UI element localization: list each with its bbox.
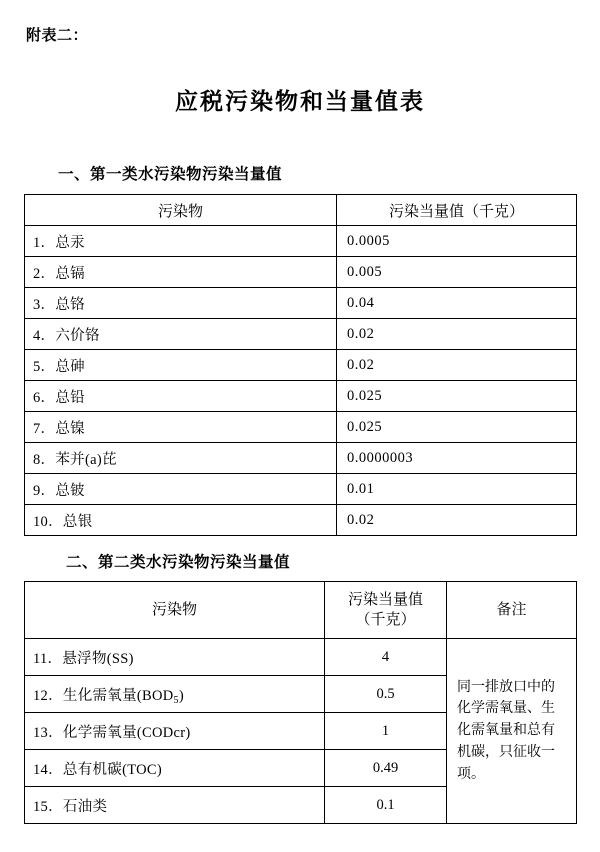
table-row: [25, 505, 577, 536]
pollutant-name: 15．石油类: [25, 787, 325, 824]
pollutant-name: 3．总铬: [25, 288, 337, 319]
page-title: 应税污染物和当量值表: [175, 89, 425, 114]
pollutant-value: 0.02: [337, 505, 577, 536]
attachment-label: 附表二：: [26, 28, 89, 44]
pollutant-name: 8．苯并(a)芘: [25, 443, 337, 474]
table-row: [25, 288, 577, 319]
pollutant-value: 1: [325, 713, 447, 750]
pollutant-name: 14．总有机碳(TOC): [25, 750, 325, 787]
pollutant-value: 0.02: [337, 319, 577, 350]
pollutant-name: 7．总镍: [25, 412, 337, 443]
section-one-heading: 一、第一类水污染物污染当量值: [58, 166, 283, 183]
second-class-water-pollutant-table: [24, 581, 577, 824]
table-row: [25, 443, 577, 474]
table-row: [25, 350, 577, 381]
pollutant-name: 4．六价铬: [25, 319, 337, 350]
column-header-pollutant: 污染物: [25, 195, 337, 226]
column-header-equivalent: 污染当量值（千克）: [337, 195, 577, 226]
pollutant-name: 12．生化需氧量$(BOD_5)$: [25, 676, 325, 713]
pollutant-value: 0.5: [325, 676, 447, 713]
table-row: [25, 639, 577, 676]
table-row: [25, 226, 577, 257]
pollutant-value: 0.04: [337, 288, 577, 319]
pollutant-value: 0.025: [337, 412, 577, 443]
table-header-row: [25, 195, 577, 226]
pollutant-name: 6．总铅: [25, 381, 337, 412]
remark-cell: 同一排放口中的化学需氧量、生化需氧量和总有机碳，只征收一项。: [447, 639, 577, 824]
pollutant-name: 1．总汞: [25, 226, 337, 257]
pollutant-value: 0.0005: [337, 226, 577, 257]
pollutant-name: 13．化学需氧量(CODcr): [25, 713, 325, 750]
table-row: [25, 257, 577, 288]
pollutant-value: 0.02: [337, 350, 577, 381]
pollutant-value: 0.005: [337, 257, 577, 288]
first-class-water-pollutant-table: [24, 194, 577, 536]
pollutant-name: 9．总铍: [25, 474, 337, 505]
pollutant-name: 5．总砷: [25, 350, 337, 381]
pollutant-name: 2．总镉: [25, 257, 337, 288]
pollutant-value: 0.025: [337, 381, 577, 412]
pollutant-name: 11．悬浮物(SS): [25, 639, 325, 676]
table-header-row: [25, 582, 577, 639]
table-row: [25, 474, 577, 505]
pollutant-value: 0.01: [337, 474, 577, 505]
table-row: [25, 319, 577, 350]
pollutant-value: 0.1: [325, 787, 447, 824]
table-row: [25, 412, 577, 443]
table-row: [25, 381, 577, 412]
pollutant-value: 0.49: [325, 750, 447, 787]
column-header-equivalent: 污染当量值 （千克）: [325, 582, 447, 639]
column-header-pollutant: 污染物: [25, 582, 325, 639]
pollutant-value: 0.0000003: [337, 443, 577, 474]
column-header-remark: 备注: [447, 582, 577, 639]
pollutant-value: 4: [325, 639, 447, 676]
pollutant-name: 10．总银: [25, 505, 337, 536]
section-two-heading: 二、第二类水污染物污染当量值: [66, 554, 291, 571]
